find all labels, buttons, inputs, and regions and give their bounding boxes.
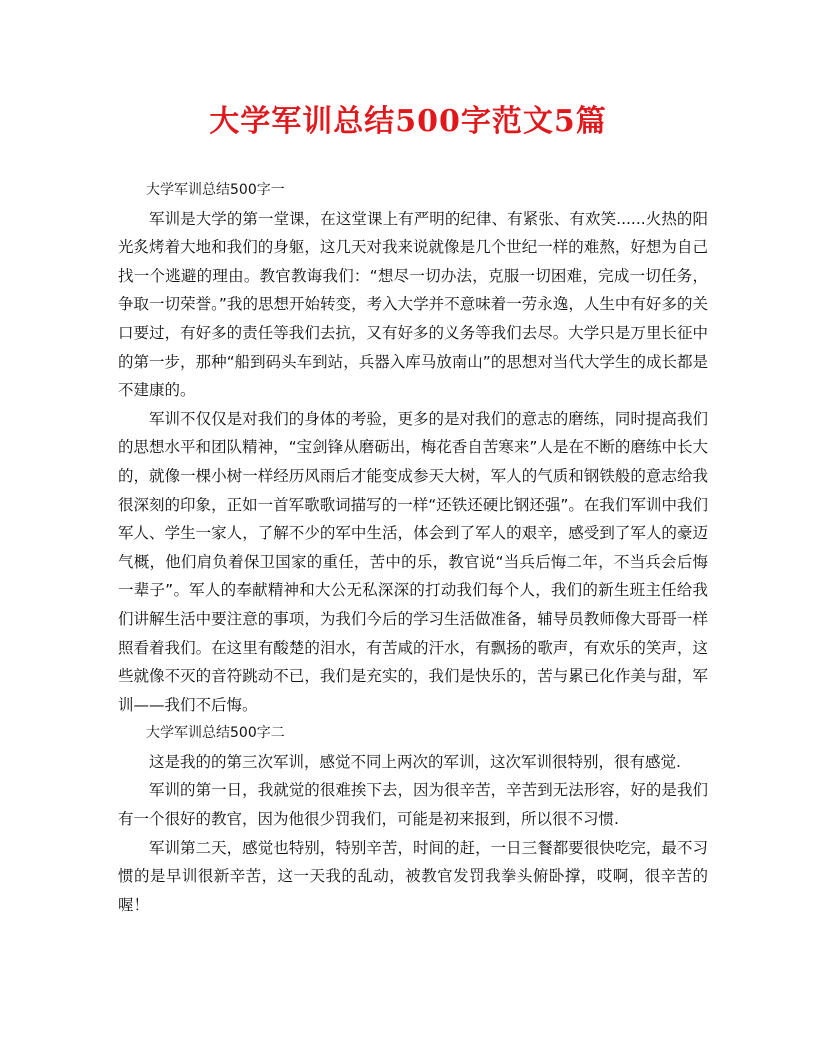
body-paragraph: 军训不仅仅是对我们的身体的考验，更多的是对我们的意志的磨练，同时提高我们的思想水平和团队精神，“宝剑锋从磨砺出，梅花香自苦寒来”人是在不断的磨练中长大的，就像一棵小树一样经历风雨后才能变成参天大树，军人的气质和钢铁般的意志给我很深刻的印象，正如一首军歌歌词描写的一样“还铁还硬比钢还强”。在我们军训中我们军人、学生一家人，了解不少的军中生活，体会到了军人的艰辛，感受到了军人的豪迈气概，他们肩负着保卫国家的重任，苦中的乐，教官说“当兵后悔二年，不当兵会后悔一辈子”。军人的奉献精神和大公无私深深的打动我们每个人，我们的新生班主任给我们讲解生活中要注意的事项，为我们今后的学习生活做准备，辅导员教师像大哥哥一样照看着我们。在这里有酸楚的泪水，有苦咸的汗水，有飘扬的歌声，有欢乐的笑声，这些就像不灭的音符跳动不已，我们是充实的，我们是快乐的，苦与累已化作美与甜，军训——我们不后悔。	[118, 409, 708, 714]
body-paragraph: 军训第二天，感觉也特别，特别辛苦，时间的赶，一日三餐都要很快吃完，最不习惯的是早训很新辛苦，这一天我的乱动，被教官发罚我拳头俯卧撑，哎啊，很辛苦的喔！	[118, 838, 708, 914]
body-paragraph: 军训的第一日，我就觉的很难挨下去，因为很辛苦，辛苦到无法形容，好的是我们有一个很好的教官，因为他很少罚我们，可能是初来报到，所以很不习惯.	[118, 781, 708, 829]
document-body	[118, 176, 708, 919]
section-heading-2: 大学军训总结500字二	[146, 725, 285, 742]
document-title: 大学军训总结500字范文5篇	[209, 104, 607, 139]
body-paragraph: 这是我的的第三次军训，感觉不同上两次的军训，这次军训很特别，很有感觉.	[149, 752, 681, 771]
body-paragraph: 军训是大学的第一堂课，在这堂课上有严明的纪律、有紧张、有欢笑......火热的阳光炙烤着大地和我们的身躯，这几天对我来说就像是几个世纪一样的难熬，好想为自己找一个逃避的理由。教官教诲我们：“想尽一切办法，克服一切困难，完成一切任务，争取一切荣誉。”我的思想开始转变，考入大学并不意味着一劳永逸，人生中有好多的关口要过，有好多的责任等我们去抗，又有好多的义务等我们去尽。大学只是万里长征中的第一步，那种“船到码头车到站，兵器入库马放南山”的思想对当代大学生的成长都是不建康的。	[118, 209, 708, 400]
section-heading-1: 大学军训总结500字一	[146, 182, 285, 198]
